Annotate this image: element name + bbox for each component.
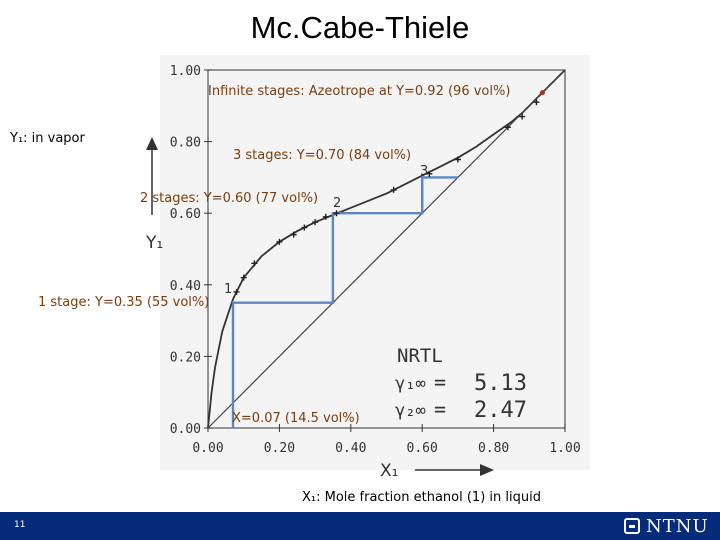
- stage-label-3: 3: [420, 164, 429, 179]
- x-tick-label: 1.00: [549, 441, 581, 456]
- page-number: 11: [14, 520, 26, 530]
- x-tick-label: 0.20: [263, 441, 296, 456]
- legend-gamma2-label: γ₂∞: [395, 401, 426, 421]
- y-tick-label: 0.00: [169, 422, 201, 437]
- ntnu-logo-text: NTNU: [646, 515, 709, 537]
- legend-gamma1-eq: =: [434, 370, 447, 394]
- y-axis-arrow-icon: [146, 137, 158, 150]
- y-tick-label: 1.00: [169, 64, 201, 79]
- two-stages-annotation: 2 stages: Y=0.60 (77 vol%): [140, 191, 319, 206]
- three-stages-annotation: 3 stages: Y=0.70 (84 vol%): [233, 148, 412, 163]
- legend-model: NRTL: [397, 345, 443, 367]
- stage-label-2: 2: [333, 196, 342, 211]
- infinite-stages-annotation: Infinite stages: Azeotrope at Y=0.92 (96 vol%): [208, 84, 511, 99]
- x-axis-note: X₁: Mole fraction ethanol (1) in liquid: [302, 490, 541, 505]
- x-tick-label: 0.40: [335, 441, 367, 456]
- legend-gamma2-eq: =: [434, 397, 447, 421]
- x-tick-label: 0.80: [477, 441, 510, 456]
- footer-bar: [0, 512, 720, 540]
- x-axis-label: X₁: [380, 461, 399, 481]
- stage-label-1: 1: [224, 282, 233, 297]
- x-tick-label: 0.60: [406, 441, 438, 456]
- legend-gamma1-value: 5.13: [474, 371, 527, 396]
- y-tick-label: 0.60: [169, 207, 201, 223]
- x-start-annotation: X=0.07 (14.5 vol%): [232, 411, 360, 426]
- y-tick-label: 0.20: [169, 350, 201, 366]
- y-tick-label: 0.40: [169, 278, 201, 294]
- legend-gamma2-value: 2.47: [474, 398, 527, 423]
- one-stage-annotation: 1 stage: Y=0.35 (55 vol%): [38, 295, 210, 310]
- azeotrope-marker: [540, 90, 545, 95]
- y-axis-label: Y₁: [146, 233, 164, 253]
- ntnu-logo: [624, 515, 709, 537]
- y-axis-note: Y₁: in vapor: [10, 131, 85, 146]
- x-tick-label: 0.00: [192, 441, 224, 456]
- ntnu-logo-icon: [624, 518, 640, 534]
- y-tick-label: 0.80: [169, 135, 201, 151]
- slide-title: Mc.Cabe-Thiele: [250, 10, 470, 45]
- legend-gamma1-label: γ₁∞: [395, 374, 426, 394]
